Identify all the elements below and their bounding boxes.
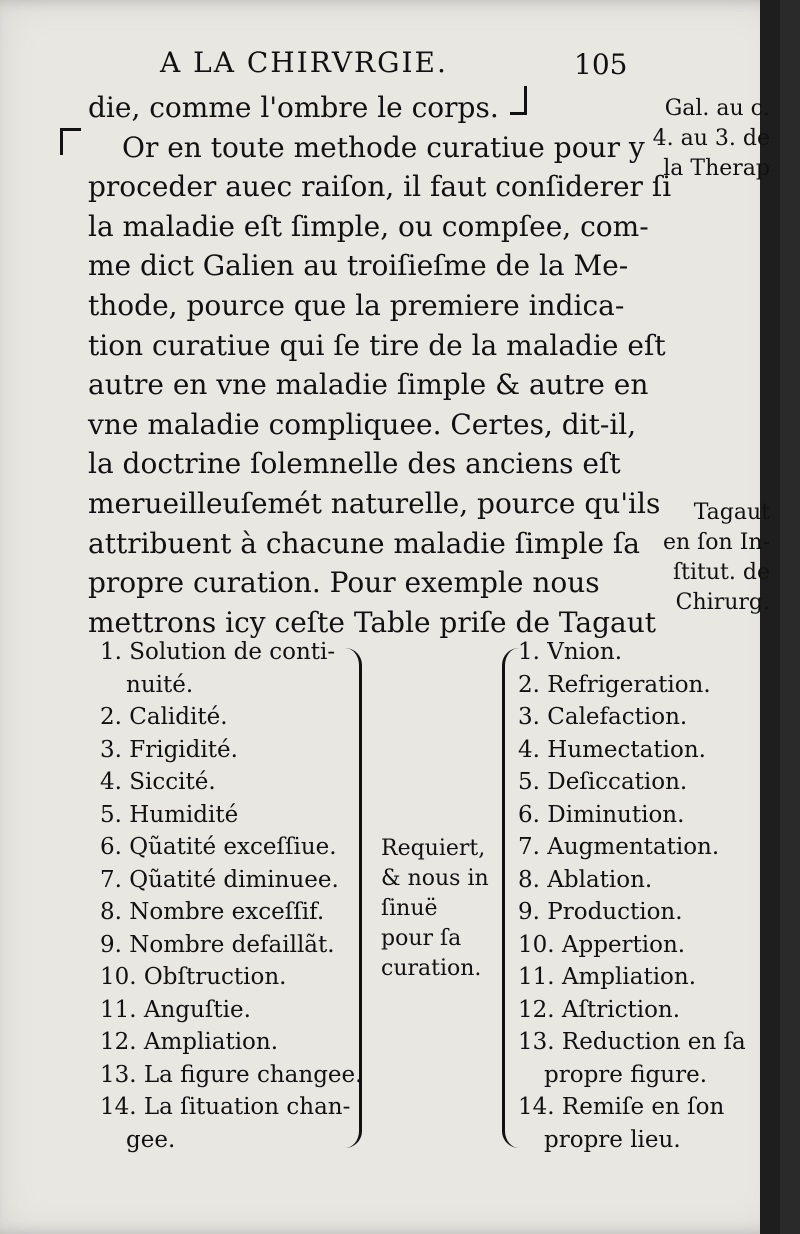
text-line: me dict Galien au troiſieſme de la Me- [88, 249, 629, 283]
margin-note-tagaut [630, 498, 770, 618]
condition-item: 1. Solution de conti- [100, 639, 336, 665]
margin-note-line: 4. au 3. de [652, 126, 770, 151]
connector-line: & nous in [381, 866, 489, 891]
page-number: 105 [574, 48, 628, 81]
remedy-item: propre lieu. [544, 1126, 681, 1153]
condition-item: 7. Qũatité diminuee. [100, 866, 339, 893]
margin-note-line: Chirurg. [675, 590, 770, 615]
condition-item: 11. Anguſtie. [100, 996, 251, 1023]
margin-note-line: en ſon In- [662, 530, 770, 555]
margin-note-line: Gal. au c. [664, 96, 770, 121]
text-line: la doctrine ſolemnelle des anciens eſt [88, 447, 621, 481]
remedies-column [518, 636, 778, 1156]
remedy-item: 8. Ablation. [518, 866, 653, 893]
connector-line: Requiert, [381, 836, 486, 861]
text-line: proceder auec raiſon, il faut conſiderer ſi [88, 170, 672, 204]
remedy-item: 4. Humectation. [518, 736, 706, 763]
remedy-item: 10. Appertion. [518, 931, 686, 958]
remedy-item: 2. Refrigeration. [518, 671, 711, 698]
condition-item: 12. Ampliation. [100, 1029, 279, 1055]
remedy-item: 1. Vnion. [518, 639, 623, 665]
main-paragraph [88, 88, 672, 642]
remedy-item: 5. Deſiccation. [518, 769, 688, 795]
text-line: attribuent à chacune maladie ſimple ſa [88, 526, 640, 560]
condition-item: 2. Calidité. [100, 704, 228, 730]
margin-note-line: Tagaut [693, 500, 770, 525]
text-line: tion curatiue qui ſe tire de la maladie eſt [88, 328, 666, 362]
margin-note-galen [630, 94, 770, 184]
condition-item: 9. Nombre defaillãt. [100, 931, 335, 958]
bracket-mark [60, 128, 81, 155]
condition-item: 8. Nombre exceſſif. [100, 899, 325, 925]
margin-note-line: la Therap [663, 156, 770, 181]
right-brace [502, 648, 519, 1148]
condition-item: 4. Siccité. [100, 769, 216, 795]
remedy-item: 9. Production. [518, 899, 683, 925]
condition-item: 10. Obſtruction. [100, 964, 287, 990]
remedy-item: propre figure. [544, 1061, 707, 1088]
condition-item: 6. Qũatité exceſſiue. [100, 834, 337, 860]
tagaut-table [0, 636, 780, 1176]
margin-note-line: ſtitut. de [673, 560, 770, 585]
requirement-connector [381, 834, 501, 984]
text-line: thode, pource que la premiere indica- [88, 288, 625, 322]
condition-item: 3. Frigidité. [100, 736, 238, 763]
remedy-item: 13. Reduction en ſa [518, 1029, 746, 1055]
text-line: mettrons icy ceſte Table priſe de Tagaut [88, 605, 656, 639]
remedy-item: 11. Ampliation. [518, 964, 697, 990]
condition-item: 5. Humidité [100, 801, 239, 828]
condition-item: gee. [126, 1126, 176, 1153]
text-line: die, comme l'ombre le corps. [88, 91, 499, 124]
text-line: autre en vne maladie ſimple & autre en [88, 368, 649, 402]
condition-item: nuité. [126, 671, 194, 698]
remedy-item: 3. Calefaction. [518, 704, 688, 730]
remedy-item: 7. Augmentation. [518, 834, 720, 860]
text-line: vne maladie compliquee. Certes, dit-il, [88, 407, 637, 441]
condition-item: 14. La ſituation chan- [100, 1094, 351, 1120]
text-line: propre curation. Pour exemple nous [88, 566, 600, 600]
remedy-item: 6. Diminution. [518, 801, 685, 828]
remedy-item: 14. Remiſe en ſon [518, 1094, 725, 1120]
text-line: merueilleuſemét naturelle, pource qu'ils [88, 486, 661, 520]
condition-item: 13. La figure changee. [100, 1061, 363, 1088]
conditions-column [100, 636, 363, 1156]
text-line: Or en toute methode curatiue pour y [122, 130, 645, 164]
remedy-item: 12. Aſtriction. [518, 996, 681, 1023]
text-line: la maladie eſt ſimple, ou compſee, com- [88, 209, 649, 243]
connector-line: pour ſa [381, 926, 462, 951]
connector-line: curation. [381, 956, 482, 981]
left-brace [345, 648, 362, 1148]
connector-line: ſinuë [381, 896, 438, 921]
running-header: A LA CHIRVRGIE. [160, 46, 448, 79]
